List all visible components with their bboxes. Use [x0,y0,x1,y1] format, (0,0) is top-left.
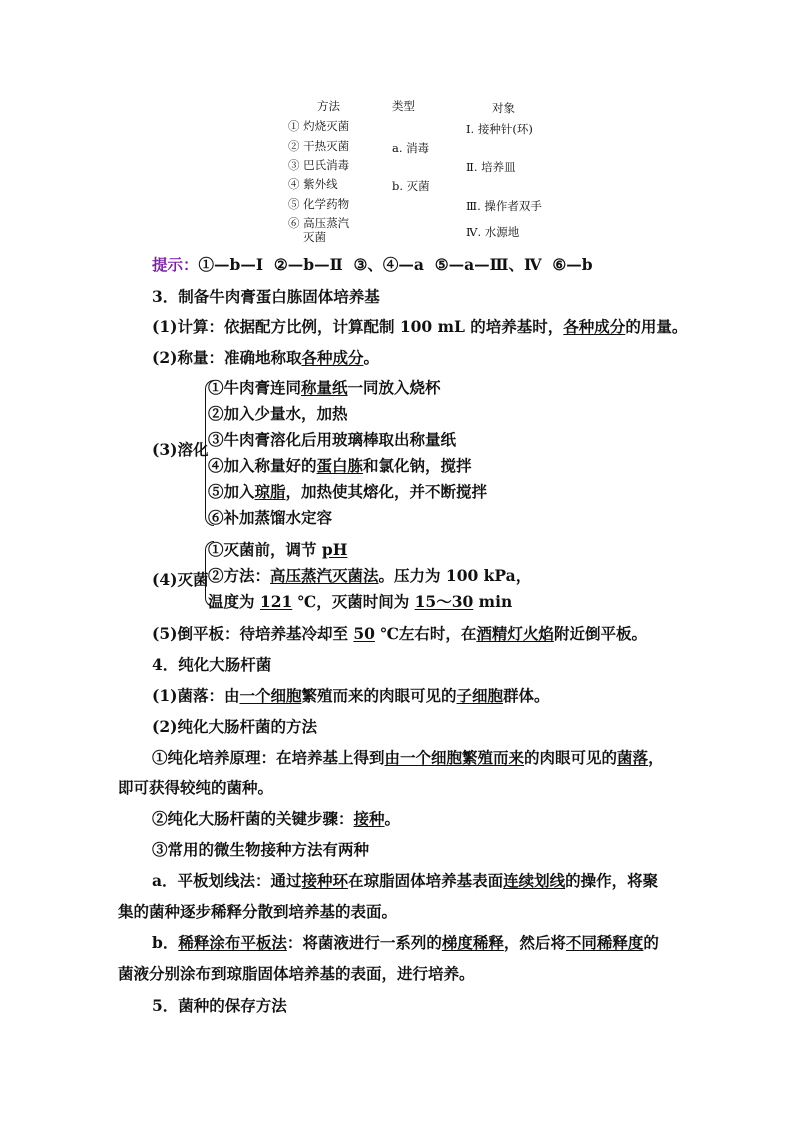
sterilize-step-2 [208,564,531,586]
text: ①牛肉膏连同 [208,378,302,397]
s3-sterilize-label: (4)灭菌 [152,570,209,589]
text: ①灭菌前，调节 [208,540,322,559]
underlined-answer: 121 [259,592,293,611]
underlined-answer: 15～30 [414,592,474,611]
col-header-object: 对象 [492,101,515,115]
text: ①纯化培养原理：在培养基上得到 [152,748,385,767]
underlined-answer: 酒精灯火焰 [476,624,554,643]
text: ℃，灭菌时间为 [292,592,415,611]
underlined-answer: 一个细胞 [239,686,302,705]
section-4-title: 4．纯化大肠杆菌 [152,655,272,674]
text: b． [152,933,179,952]
text: 一同放入烧杯 [347,378,441,397]
dissolve-step-1 [208,376,441,398]
text: 的 [643,933,659,952]
text: min [473,592,513,611]
method-item: ⑤ 化学药物 [288,197,350,211]
text: ，然后将 [503,933,566,952]
underlined-answer: 由一个细胞繁殖而来 [384,748,525,767]
text: 和氯化钠，搅拌 [363,456,472,475]
underlined-answer: pH [321,540,348,559]
s3-pour [152,622,647,644]
text: (5)倒平板：待培养基冷却至 [152,624,354,643]
text: 温度为 [208,592,260,611]
dissolve-step-6: ⑥补加蒸馏水定容 [208,508,333,527]
col-header-type: 类型 [392,99,415,113]
method-item: ① 灼烧灭菌 [288,119,350,133]
underlined-answer: 蛋白胨 [316,456,364,475]
underlined-answer: 梯度稀释 [441,933,504,952]
s3-dissolve-label: (3)溶化 [152,440,209,459]
s3-weigh [152,346,379,368]
text: 群体。 [503,686,550,705]
col-header-method: 方法 [317,99,340,113]
section-5-title: 5．菌种的保存方法 [152,996,287,1015]
method-item: ② 干热灭菌 [288,139,350,153]
text: 繁殖而来的肉眼可见的 [301,686,457,705]
text: 。 [384,809,401,828]
s4-principle [118,746,664,768]
method-item: ③ 巴氏消毒 [288,158,350,172]
object-item: Ⅰ. 接种针(环) [466,122,533,136]
sterilize-step-3 [208,590,512,612]
s4-principle-cont: 即可获得较纯的菌种。 [118,778,274,797]
text: ，加热使其熔化，并不断搅拌 [285,482,488,501]
dissolve-step-5 [208,480,487,502]
underlined-answer: 高压蒸汽灭菌法 [270,566,379,585]
s4-method: (2)纯化大肠杆菌的方法 [152,717,317,736]
s4-colony [152,684,550,706]
text: 。压力为 100 kPa， [378,566,532,585]
underlined-answer: 稀释涂布平板法 [178,933,287,952]
underlined-answer: 不同稀释度 [565,933,644,952]
s4-spread-cont: 菌液分别涂布到琼脂固体培养基的表面，进行培养。 [118,964,475,983]
underlined-answer: 琼脂 [254,482,286,501]
underlined-answer: 各种成分 [563,317,626,336]
section-3-title: 3．制备牛肉膏蛋白胨固体培养基 [152,287,380,306]
object-item: Ⅱ. 培养皿 [466,160,516,174]
method-item: ④ 紫外线 [288,177,338,191]
text: 附近倒平板。 [553,624,647,643]
hint-line [152,253,593,275]
dissolve-step-2: ②加入少量水，加热 [208,404,348,423]
hint-label: 提示： [152,255,199,274]
s4-spread [152,931,659,953]
underlined-answer: 称量纸 [301,378,348,397]
text: 的肉眼可见的 [524,748,618,767]
dissolve-step-4 [208,454,472,476]
underlined-answer: 接种 [353,809,385,828]
text: ⑤加入 [208,482,255,501]
text: 的用量。 [625,317,688,336]
text: (1)菌落：由 [152,686,240,705]
text: ℃左右时，在 [374,624,477,643]
underlined-answer: 各种成分 [301,348,364,367]
underlined-answer: 子细胞 [456,686,503,705]
text: 在琼脂固体培养基表面 [348,871,504,890]
method-item-cont: 灭菌 [303,230,326,244]
text: 。 [363,348,379,367]
text: 的操作，将聚 [565,871,659,890]
s4-methods-two: ③常用的微生物接种方法有两种 [152,840,370,859]
underlined-answer: 50 [353,624,375,643]
text: ：将菌液进行一系列的 [286,933,442,952]
text: a．平板划线法：通过 [152,871,302,890]
underlined-answer: 菌落 [617,748,649,767]
underlined-answer: 连续划线 [503,871,566,890]
method-item: ⑥ 高压蒸汽 [288,216,350,230]
s4-streak [152,869,658,891]
object-item: Ⅳ. 水源地 [466,225,520,239]
dissolve-step-3: ③牛肉膏溶化后用玻璃棒取出称量纸 [208,430,457,449]
object-item: Ⅲ. 操作者双手 [466,199,542,213]
text: ， [648,748,664,767]
text: ②方法： [208,566,271,585]
sterilize-step-1 [208,538,347,560]
s3-calc [152,315,687,337]
text: ②纯化大肠杆菌的关键步骤： [152,809,354,828]
text: ④加入称量好的 [208,456,317,475]
hint-text: ①—b—Ⅰ ②—b—Ⅱ ③、④—a ⑤—a—Ⅲ、Ⅳ ⑥—b [198,255,593,274]
s4-streak-cont: 集的菌种逐步稀释分散到培养基的表面。 [118,902,398,921]
type-item: a. 消毒 [392,141,430,155]
type-item: b. 灭菌 [392,179,430,193]
s4-key-step [152,807,400,829]
text: (1)计算：依据配方比例，计算配制 100 mL 的培养基时， [152,317,564,336]
text: (2)称量：准确地称取 [152,348,302,367]
underlined-answer: 接种环 [301,871,349,890]
